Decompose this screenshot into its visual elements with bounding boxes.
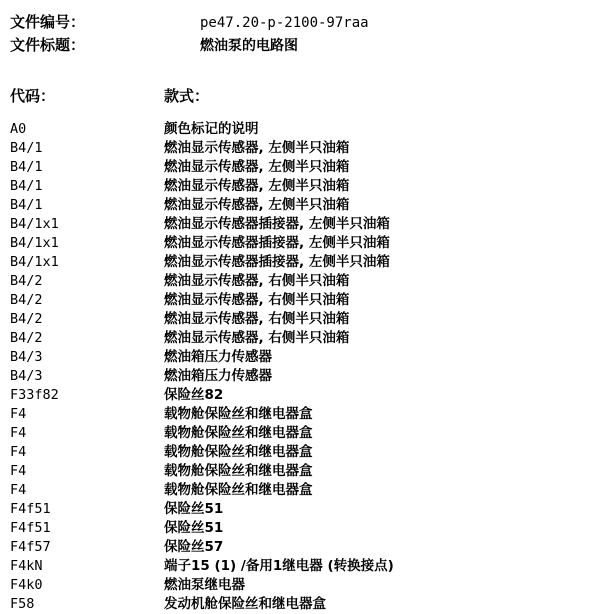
list-item	[10, 538, 600, 557]
list-item	[10, 158, 600, 177]
component-description: 燃油显示传感器插接器, 左侧半只油箱	[164, 216, 390, 232]
component-code: A0	[10, 121, 27, 137]
list-item	[10, 443, 600, 462]
doc-title-label: 文件标题：	[10, 36, 86, 54]
component-description: 燃油泵继电器	[164, 577, 245, 593]
component-description: 燃油显示传感器, 左侧半只油箱	[164, 159, 350, 175]
list-item	[10, 405, 600, 424]
component-description: 载物舱保险丝和继电器盒	[164, 444, 313, 460]
list-item	[10, 310, 600, 329]
component-description: 保险丝51	[164, 501, 224, 517]
component-code: F4	[10, 406, 27, 422]
list-item	[10, 120, 600, 139]
component-description: 载物舱保险丝和继电器盒	[164, 406, 313, 422]
doc-number-label: 文件编号：	[10, 13, 86, 31]
component-description: 端子15 (1) /备用1继电器 (转换接点)	[164, 558, 394, 574]
list-item	[10, 481, 600, 500]
list-item	[10, 139, 600, 158]
list-item	[10, 348, 600, 367]
component-code: F4k0	[10, 577, 43, 593]
list-item	[10, 253, 600, 272]
doc-title-value: 燃油泵的电路图	[200, 38, 298, 54]
component-code: B4/1x1	[10, 235, 59, 251]
list-item	[10, 500, 600, 519]
component-description: 燃油显示传感器, 右侧半只油箱	[164, 273, 350, 289]
component-description: 载物舱保险丝和继电器盒	[164, 425, 313, 441]
list-item	[10, 196, 600, 215]
component-description: 保险丝51	[164, 520, 224, 536]
component-description: 燃油显示传感器, 右侧半只油箱	[164, 292, 350, 308]
component-code: F4f51	[10, 501, 51, 517]
component-description: 燃油箱压力传感器	[164, 349, 272, 365]
component-description: 燃油箱压力传感器	[164, 368, 272, 384]
doc-number-value: pe47.20-p-2100-97raa	[200, 15, 369, 31]
component-code: B4/2	[10, 292, 43, 308]
list-item	[10, 329, 600, 348]
component-code: F4	[10, 425, 27, 441]
list-item	[10, 557, 600, 576]
list-item	[10, 576, 600, 595]
component-code: F4	[10, 463, 27, 479]
component-code: F58	[10, 596, 35, 612]
list-item	[10, 291, 600, 310]
component-code: F4f57	[10, 539, 51, 555]
component-code: F33f82	[10, 387, 59, 403]
component-code: B4/2	[10, 273, 43, 289]
doc-title-row	[10, 35, 298, 55]
list-item	[10, 424, 600, 443]
component-code: B4/2	[10, 311, 43, 327]
list-item	[10, 386, 600, 405]
component-code: B4/1	[10, 140, 43, 156]
component-description: 燃油显示传感器, 左侧半只油箱	[164, 178, 350, 194]
component-description: 保险丝82	[164, 387, 224, 403]
component-code: B4/1x1	[10, 216, 59, 232]
component-description: 燃油显示传感器, 左侧半只油箱	[164, 197, 350, 213]
component-description: 燃油显示传感器, 右侧半只油箱	[164, 330, 350, 346]
component-code: B4/1	[10, 159, 43, 175]
component-code: B4/1	[10, 197, 43, 213]
component-description: 载物舱保险丝和继电器盒	[164, 463, 313, 479]
component-code: B4/1x1	[10, 254, 59, 270]
doc-number-row	[10, 12, 369, 32]
list-item	[10, 272, 600, 291]
component-description: 燃油显示传感器插接器, 左侧半只油箱	[164, 235, 390, 251]
component-description: 发动机舱保险丝和继电器盒	[164, 596, 326, 612]
component-description: 颜色标记的说明	[164, 121, 259, 137]
list-item	[10, 595, 600, 614]
list-item	[10, 367, 600, 386]
list-item	[10, 215, 600, 234]
list-item	[10, 177, 600, 196]
list-item	[10, 462, 600, 481]
list-item	[10, 234, 600, 253]
component-code: F4kN	[10, 558, 43, 574]
list-item	[10, 519, 600, 538]
component-code: B4/1	[10, 178, 43, 194]
component-code: F4	[10, 482, 27, 498]
component-description: 燃油显示传感器, 右侧半只油箱	[164, 311, 350, 327]
component-code: B4/3	[10, 368, 43, 384]
component-list	[10, 120, 600, 614]
component-code: B4/3	[10, 349, 43, 365]
code-column-header: 代码：	[10, 87, 56, 105]
component-description: 保险丝57	[164, 539, 224, 555]
component-description: 燃油显示传感器插接器, 左侧半只油箱	[164, 254, 390, 270]
component-code: B4/2	[10, 330, 43, 346]
component-description: 燃油显示传感器, 左侧半只油箱	[164, 140, 350, 156]
component-code: F4f51	[10, 520, 51, 536]
component-code: F4	[10, 444, 27, 460]
model-column-header: 款式：	[164, 87, 210, 105]
component-description: 载物舱保险丝和继电器盒	[164, 482, 313, 498]
